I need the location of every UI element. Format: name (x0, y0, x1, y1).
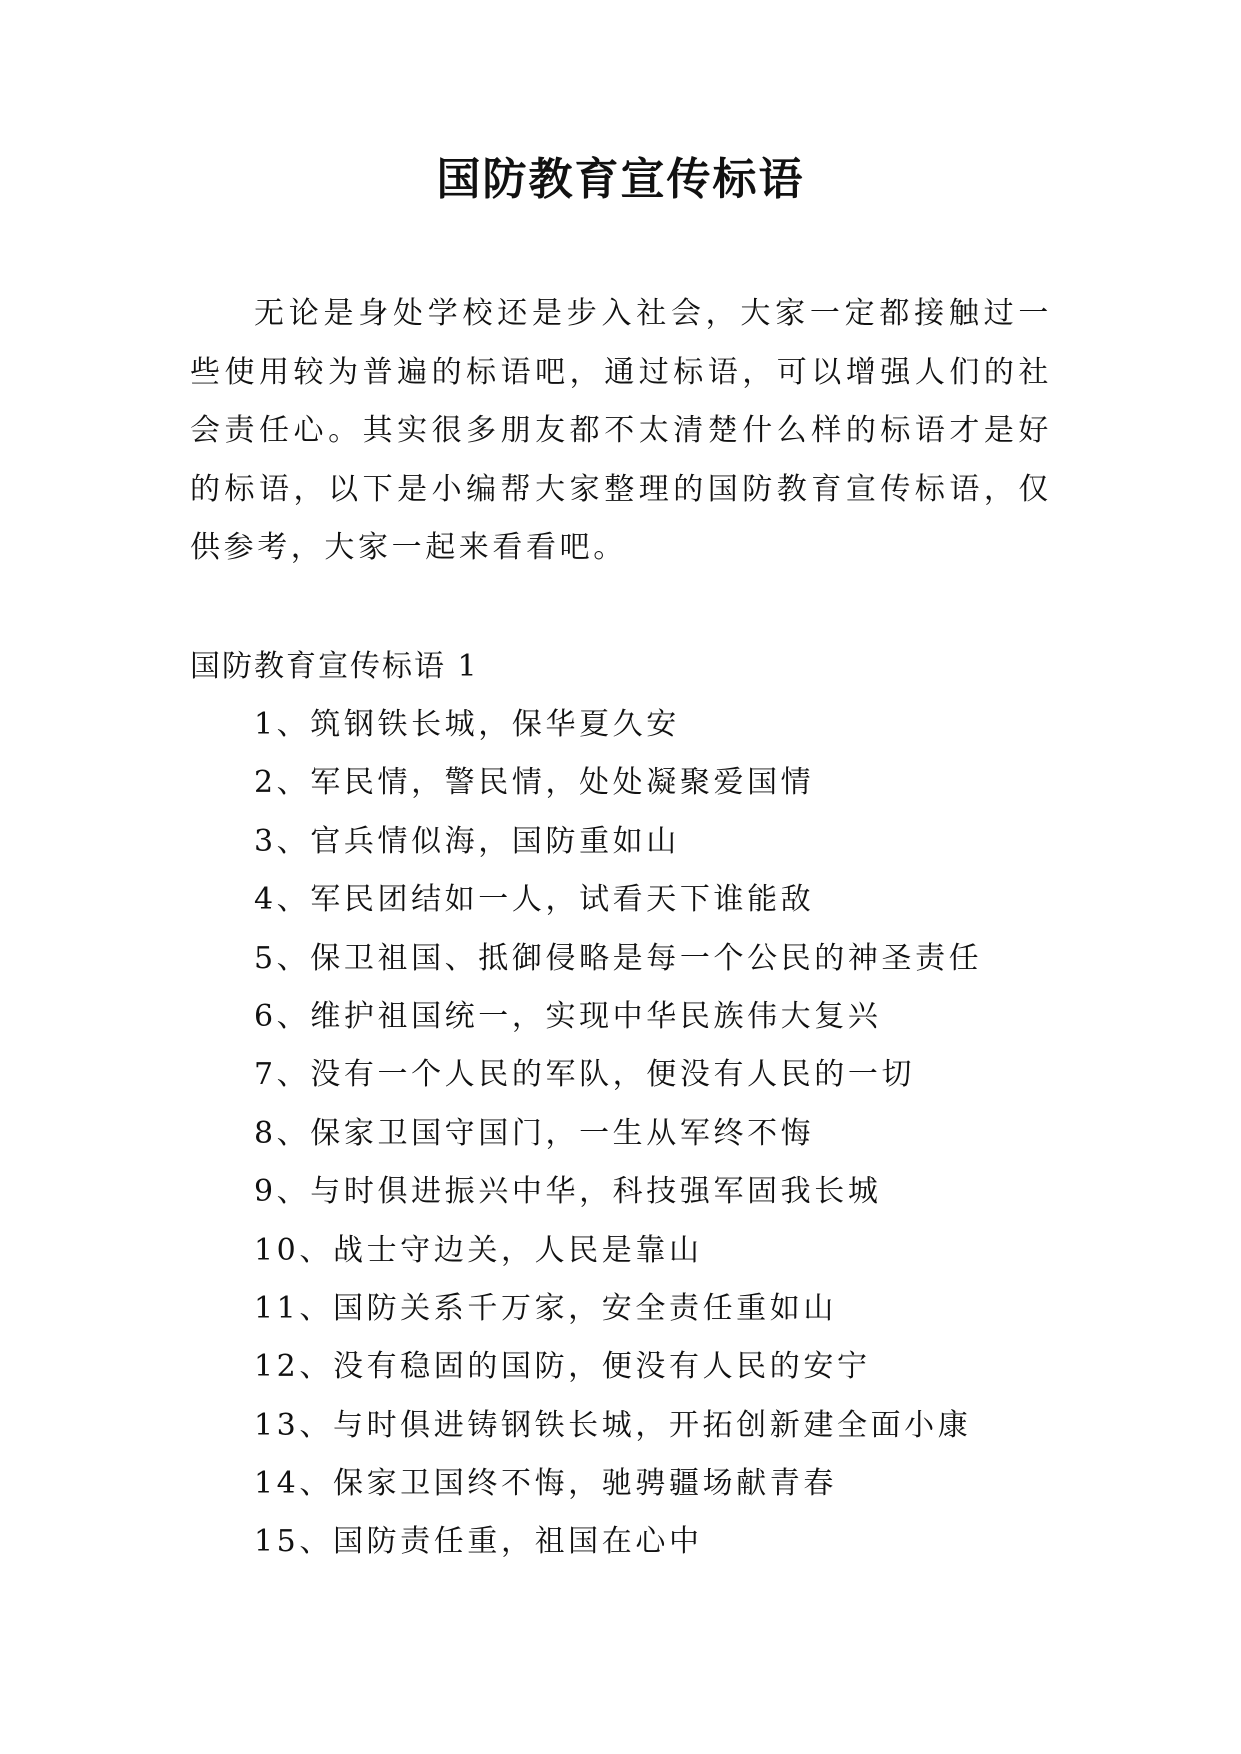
list-item: 1、筑钢铁长城，保华夏久安 (254, 707, 680, 742)
list-item: 15、国防责任重，祖国在心中 (254, 1524, 703, 1560)
intro-paragraph: 无论是身处学校还是步入社会，大家一定都接触过一些使用较为普遍的标语吧，通过标语，可以增强人们的社会责任心。其实很多朋友都不太清楚什么样的标语才是好的标语，以下是小编帮大家整理的国防教育宣传标语，仅供参考，大家一起来看看吧。 (190, 296, 1052, 565)
list-item: 3、官兵情似海，国防重如山 (254, 823, 680, 859)
slogan-list (254, 696, 982, 1572)
list-item: 4、军民团结如一人，试看天下谁能敌 (254, 882, 815, 918)
list-item: 10、战士守边关，人民是靠山 (254, 1232, 703, 1268)
list-item: 9、与时俱进振兴中华，科技强军固我长城 (254, 1174, 882, 1210)
list-item: 8、保家卫国守国门，一生从军终不悔 (254, 1115, 815, 1151)
list-item: 14、保家卫国终不悔，驰骋疆场献青春 (254, 1466, 837, 1502)
list-item: 12、没有稳固的国防，便没有人民的安宁 (254, 1349, 871, 1385)
list-item: 13、与时俱进铸钢铁长城，开拓创新建全面小康 (254, 1407, 972, 1443)
section-title: 国防教育宣传标语 1 (190, 649, 479, 684)
list-item: 7、没有一个人民的军队，便没有人民的一切 (254, 1057, 916, 1093)
document-title: 国防教育宣传标语 (436, 154, 805, 205)
list-item: 2、军民情，警民情，处处凝聚爱国情 (254, 765, 815, 801)
list-item: 11、国防关系千万家，安全责任重如山 (254, 1290, 837, 1326)
list-item: 6、维护祖国统一，实现中华民族伟大复兴 (254, 998, 882, 1034)
list-item: 5、保卫祖国、抵御侵略是每一个公民的神圣责任 (254, 940, 983, 976)
